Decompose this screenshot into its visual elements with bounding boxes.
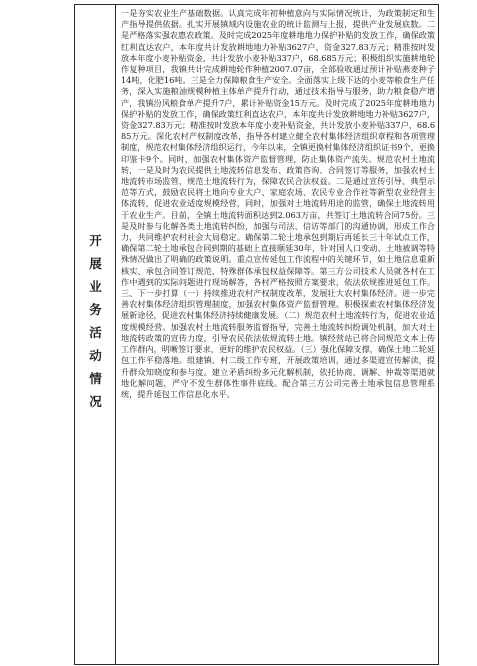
- section-label-char: 业: [89, 279, 102, 294]
- section-label: [75, 229, 116, 413]
- section-label-char: 情: [89, 371, 102, 386]
- section-label-char: 活: [89, 325, 102, 340]
- section-label-char: 开: [89, 233, 102, 248]
- section-label-char: 动: [89, 348, 102, 363]
- business-activities-text: 一是夯实农业生产基础数据。认真完成年初种植意向与实际情况统计，为政策制定和生产指导提供依据。扎实开展镇域内设施农业的统计监测与上报，提供产业发展底数。二是严格落实强农惠农政策。及时完成2025年度耕地地力保护补贴的发放工作，确保政策红利直达农户，本年度共计发放耕地地力补贴3627户，资金327.83万元；精准按时发放本年度小麦补贴资金，共计发放小麦补贴337户，68.685万元；积极组织实施耕地轮作复种项目，我镇共计完成耕地轮作种植2007.07亩，全部验收通过预计补贴燕麦种子14吨，化肥16吨。三是全力保障粮食生产安全。全面落实上级下达的小麦等粮食生产任务，深入实施粮油规模种植主体单产提升行动，通过技术指导与服务，助力粮食稳产增产，我镇汾风粮食单产提升7户，累计补贴资金15万元。及时完成了2025年度耕地地力保护补贴的发放工作，确保政策红利直达农户，本年度共计发放耕地地力补贴3627户，资金327.83万元；精准按时发放本年度小麦补贴资金，共计发放小麦补贴337户，68.685万元。深化农村产权制度改革，指导各村建立健全农村集体经济组织章程和各项管理制度，规范农村集体经济组织运行，今年以来，全镇更换村集体经济组织证书9个，更换印鉴卡9个。同时，加强农村集体资产监督管理，防止集体资产流失。规范农村土地流转，一是及时为农民提供土地流转信息发布、政策咨询、合同签订等服务，加强农村土地流转市场监管，规范土地流转行为，保障农民合法权益。二是通过宣传引导、典型示范等方式，鼓励农民将土地向专业大户、家庭农场、农民专业合作社等新型农业经营主体流转，促进农业适度规模经营，同时，加强对土地流转用途的监管，确保土地流转用于农业生产。目前，全镇土地流转面积达到2.063万亩，共签订土地流转合同75份。三是及时参与化解各类土地流转纠纷，加强与司法、信访等部门的沟通协调，形成工作合力，共同维护农村社会大局稳定。确保第二轮土地承包到期后再延长三十年试点工作，确保第二轮土地承包合同到期的基础上直接顺延30年，针对国人口变动、土地被调等特殊情况做出了明确的政策说明。重点宣传延包工作流程中的关键环节，如土地信息重新核实、承包合同签订规范、特殊群体承包权益保障等。第三方公司技术人员就各村在工作中遇到的实际问题进行现场解答，各村严格按照方案要求，依法依规推进延包工作。三、下一步打算（一）持续推进农村产权制度改革，发展壮大农村集体经济。进一步完善农村集体经济组织管理制度，加强农村集体资产监督管理。积极探索农村集体经济发展新途径，促进农村集体经济持续健康发展。（二）规范农村土地流转行为，促进农业适度规模经营。加强农村土地流转服务监督指导，完善土地流转纠纷调处机制，加大对土地流转政策的宣传力度，引导农民依法依规流转土地。镇经营站已将合同规范文本上传工作群内，明晰签订要求，更好的维护农民权益。（三）强化保障支撑，确保土地二轮延包工作平稳落地。组建镇、村二级工作专班，开展政策培训，通过多渠道宣传解读，提升群众知晓度和参与度。建立矛盾纠纷多元化解机制，依托协商、调解、仲裁等渠道就地化解问题，严守不发生群体性事件底线。配合第三方公司完善土地承包信息管理系统，提升延包工作信息化水平。: [121, 8, 435, 399]
- section-label-char: 展: [89, 256, 102, 271]
- content-cell: [121, 8, 435, 400]
- section-label-char: 务: [89, 302, 102, 317]
- section-label-char: 况: [89, 394, 102, 409]
- section-label-cell: [75, 5, 116, 664]
- report-form-table: [74, 4, 439, 665]
